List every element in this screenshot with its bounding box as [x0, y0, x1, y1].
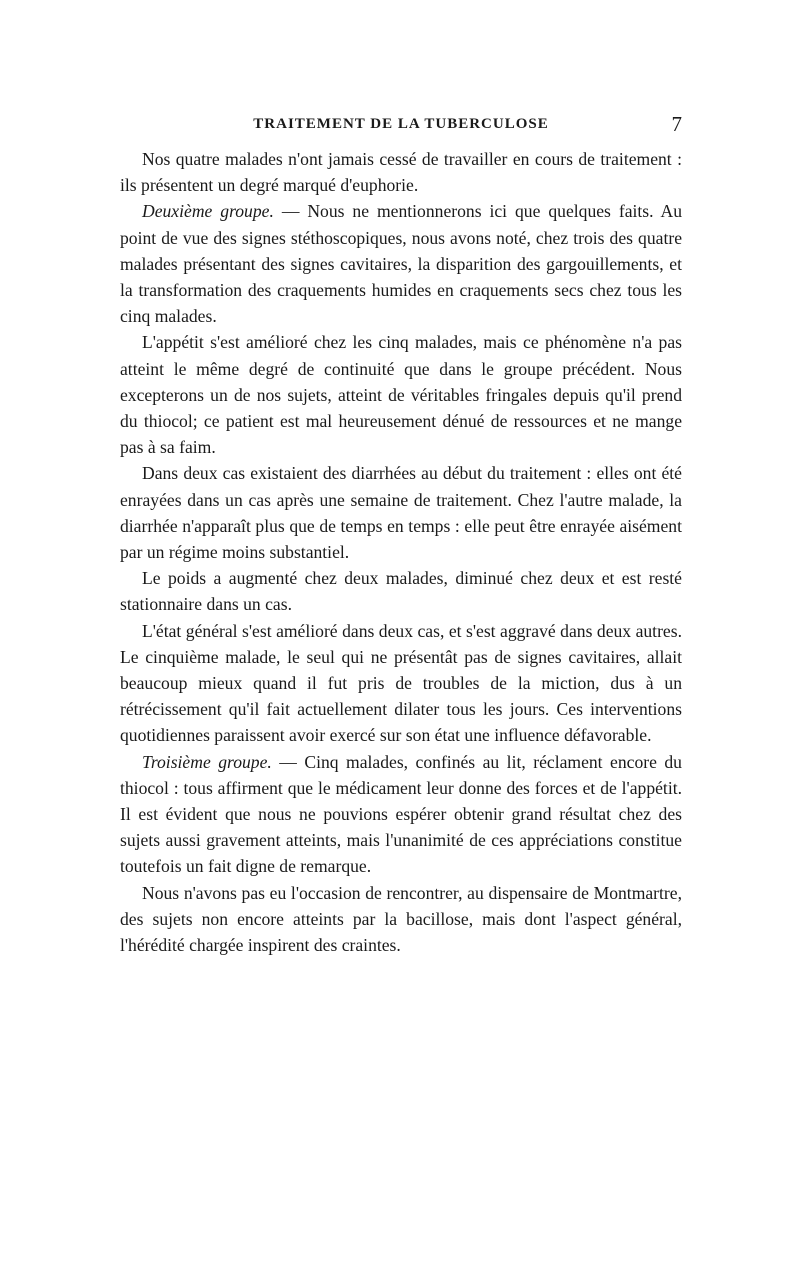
page-number: 7 — [671, 112, 682, 136]
paragraph — [120, 460, 682, 565]
paragraph-text: L'appétit s'est amélioré chez les cinq malades, mais ce phénomène n'a pas atteint le même degré de continuité que dans le groupe précédent. Nous excepterons un de nos sujets, atteint de véritables fringales depuis qu'il prend du thiocol; ce patient est mal heureusement dénué de ressources et ne mange pas à sa faim. — [120, 332, 682, 458]
paragraph — [120, 749, 682, 880]
paragraph — [120, 198, 682, 329]
paragraph — [120, 329, 682, 460]
paragraph-text: L'état général s'est amélioré dans deux cas, et s'est aggravé dans deux autres. Le cinquième malade, le seul qui ne présentât pas de signes cavitaires, allait beaucoup mieux quand il fut pris de troubles de la miction, dus à un rétrécissement qu'il fait actuellement dilater tous les jours. Ces interventions quotidiennes paraissent avoir exercé sur son état une influence défavorable. — [120, 620, 682, 746]
paragraph-text: Nous n'avons pas eu l'occasion de rencontrer, au dispensaire de Montmartre, des sujets non encore atteints par la bacillose, mais dont l'aspect général, l'hérédité chargée inspirent des craintes. — [120, 882, 682, 956]
section-lead: Troisième groupe. — [142, 751, 272, 772]
paragraph — [120, 565, 682, 617]
running-head — [120, 112, 682, 142]
body-text — [120, 146, 682, 958]
paragraph — [120, 618, 682, 749]
paragraph — [120, 146, 682, 198]
running-title: TRAITEMENT DE LA TUBERCULOSE — [253, 116, 549, 132]
paragraph-text: — Nous ne mentionnerons ici que quelques faits. Au point de vue des signes stéthoscopiques, nous avons noté, chez trois des quatre malades présentant des signes cavitaires, la disparition des gargouillements, et la transformation des craquements humides en craquements secs chez tous les cinq malades. — [120, 201, 683, 327]
paragraph-text: — Cinq malades, confinés au lit, réclament encore du thiocol : tous affirment que le médicament leur donne des forces et de l'appétit. Il est évident que nous ne pouvions espérer obtenir grand résultat chez des sujets aussi gravement atteints, mais l'unanimité de ces appréciations constitue toutefois un fait digne de remarque. — [120, 751, 682, 877]
paragraph-text: Nos quatre malades n'ont jamais cessé de travailler en cours de traitement : ils présentent un degré marqué d'euphorie. — [120, 149, 682, 196]
paragraph-text: Dans deux cas existaient des diarrhées au début du traitement : elles ont été enrayées dans un cas après une semaine de traitement. Chez l'autre malade, la diarrhée n'apparaît plus que de temps en temps : elle peut être enrayée aisément par un régime moins substantiel. — [120, 463, 682, 563]
section-lead: Deuxième groupe. — [142, 201, 274, 222]
paragraph — [120, 880, 682, 959]
paragraph-text: Le poids a augmenté chez deux malades, diminué chez deux et est resté stationnaire dans un cas. — [120, 568, 682, 615]
